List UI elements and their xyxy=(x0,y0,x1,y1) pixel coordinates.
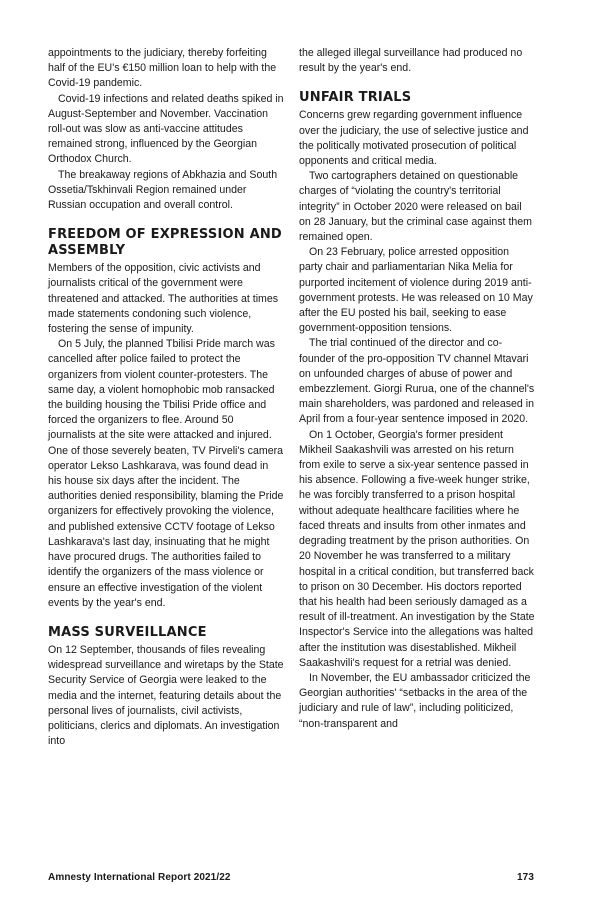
paragraph: the alleged illegal surveillance had produced no result by the year's end. xyxy=(299,47,523,75)
left-column xyxy=(48,46,284,749)
paragraph: The trial continued of the director and co-founder of the pro-opposition TV channel Mtavari on unfounded charges of abuse of power and embezzlement. Giorgi Rurua, one of the channel's main shareholders, was pardoned and released in April from a four-year sentence imposed in 2020. xyxy=(299,337,535,426)
section-heading-mass-surveillance: MASS SURVEILLANCE xyxy=(48,624,207,640)
paragraph: Members of the opposition, civic activists and journalists critical of the government were threatened and attacked. The authorities at times made statements condoning such violence, fostering the sense of impunity. xyxy=(48,262,279,336)
page-footer xyxy=(48,872,534,883)
section-heading-freedom-of-expression: FREEDOM OF EXPRESSION AND ASSEMBLY xyxy=(48,227,282,259)
paragraph: appointments to the judiciary, thereby forfeiting half of the EU's €150 million loan to help with the Covid-19 pandemic. xyxy=(48,47,277,90)
paragraph: Concerns grew regarding government influence over the judiciary, the use of selective justice and the politically motivated prosecution of political opponents and critical media. xyxy=(299,109,529,168)
paragraph: Two cartographers detained on questionable charges of “violating the country's territorial integrity” in October 2020 were released on bail on 28 January, but the criminal case against them remained open. xyxy=(299,170,532,244)
paragraph: On 12 September, thousands of files revealing widespread surveillance and wiretaps by the State Security Service of Georgia were leaked to the media and the internet, featuring details about the personal lives of journalists, civil activists, politicians, clerics and diplomats. An investigation into xyxy=(48,643,284,748)
paragraph: The breakaway regions of Abkhazia and South Ossetia/Tskhinvali Region remained under Russian occupation and overall control. xyxy=(48,168,278,212)
section-heading-unfair-trials: UNFAIR TRIALS xyxy=(299,90,412,106)
report-title: Amnesty International Report 2021/22 xyxy=(48,872,231,883)
paragraph: In November, the EU ambassador criticized the Georgian authorities' “setbacks in the area of the judiciary and rule of law”, including politicized, “non-transparent and xyxy=(299,671,531,730)
page-number: 173 xyxy=(517,872,534,883)
paragraph: Covid-19 infections and related deaths spiked in August-September and November. Vaccination roll-out was slow as anti-vaccine attitudes remained strong, influenced by the Georgian Orthodox Church. xyxy=(48,92,284,166)
paragraph: On 5 July, the planned Tbilisi Pride march was cancelled after police failed to protect the organizers from violent counter-protesters. The same day, a violent homophobic mob ransacked the building housing the Tbilisi Pride office and forced the organizers to flee. Around 50 journalists at the site were attacked and injured. One of those severely beaten, TV Pirveli's camera operator Lekso Lashkarava, was found dead in his house six days after the incident. The authorities denied responsibility, blaming the Pride organizers for effectively provoking the violence, and published extensive CCTV footage of Lekso Lashkarava's last day, insinuating that he might have procured drugs. The authorities failed to identify the organizers of the mass violence or ensure an effective investigation of the violent events by the year's end. xyxy=(48,338,284,609)
paragraph: On 23 February, police arrested opposition party chair and parliamentarian Nika Melia for purported incitement of violence during 2019 anti-government protests. He was released on 10 May after the EU posted his bail, seeking to ease government-opposition tensions. xyxy=(299,246,533,335)
paragraph: On 1 October, Georgia's former president Mikheil Saakashvili was arrested on his return from exile to serve a six-year sentence passed in his absence. Following a five-week hunger strike, he was forcibly transferred to a prison hospital without adequate healthcare facilities where he faced threats and insults from other inmates and degrading treatment by the prison authorities. On 20 November he was transferred to a military hospital in a critical condition, but transferred back to prison on 30 December. His doctors reported that his health had been seriously damaged as a result of ill-treatment. An investigation by the State Inspector's Service into the allegations was halted after the institution was disestablished. Mikheil Saakashvili's request for a retrial was denied. xyxy=(299,428,535,669)
right-column xyxy=(299,46,535,732)
